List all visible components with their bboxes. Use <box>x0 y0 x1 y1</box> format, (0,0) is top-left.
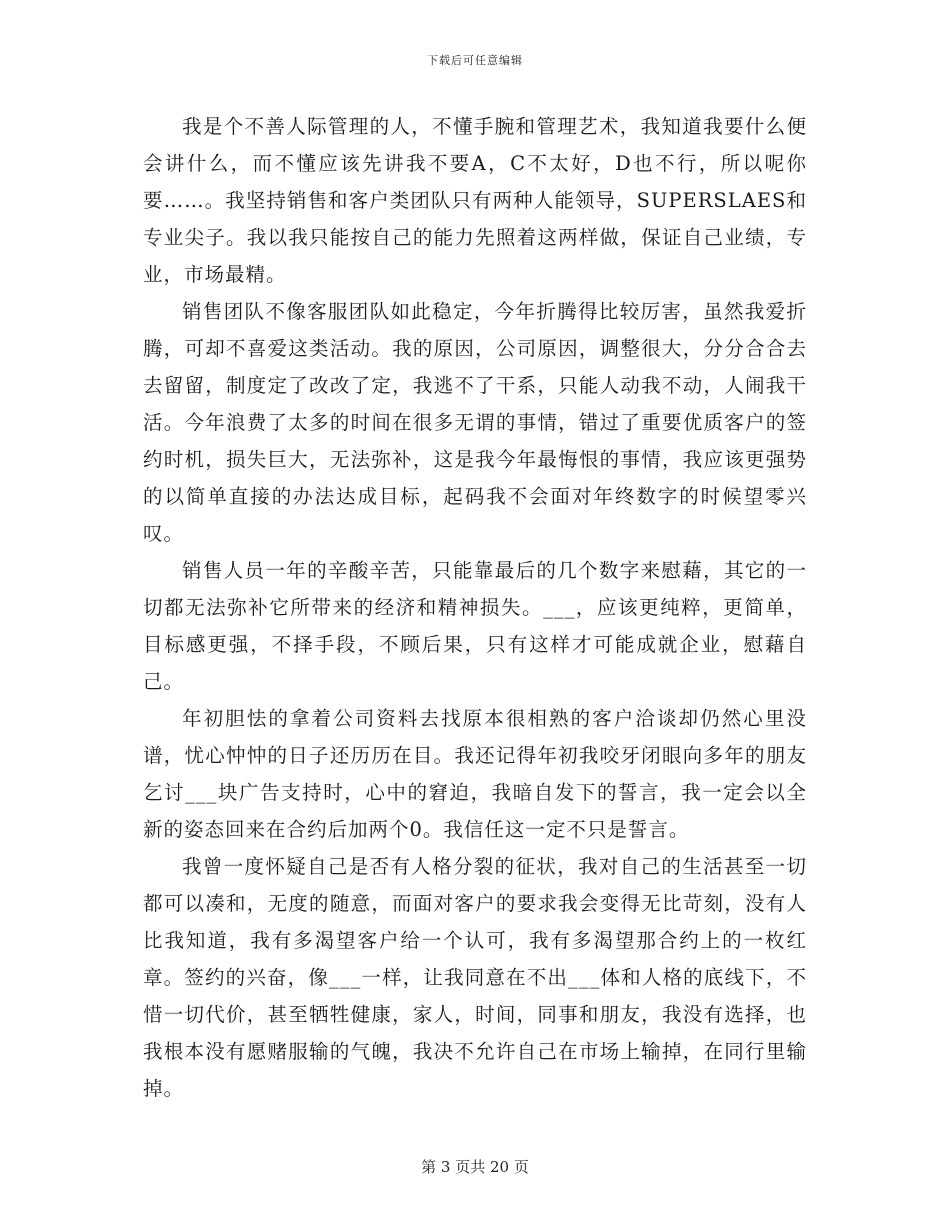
paragraph-4: 年初胆怯的拿着公司资料去找原本很相熟的客户洽谈却仍然心里没谱，忧心忡忡的日子还历历在目。我还记得年初我咬牙闭眼向多年的朋友乞讨___块广告支持时，心中的窘迫，我暗自发下的誓言，我一定会以全新的姿态回来在合约后加两个0。我信任这一定不只是誓言。 <box>143 707 807 841</box>
paragraph-5: 我曾一度怀疑自己是否有人格分裂的征状，我对自己的生活甚至一切都可以凑和，无度的随意，而面对客户的要求我会变得无比苛刻，没有人比我知道，我有多渴望客户给一个认可，我有多渴望那合约上的一枚红章。签约的兴奋，像___一样，让我同意在不出___体和人格的底线下，不惜一切代价，甚至牺牲健康，家人，时间，同事和朋友，我没有选择，也我根本没有愿赌服输的气魄，我决不允许自己在市场上输掉，在同行里输掉。 <box>143 855 807 1100</box>
paragraph-2: 销售团队不像客服团队如此稳定，今年折腾得比较厉害，虽然我爱折腾，可却不喜爱这类活动。我的原因，公司原因，调整很大，分分合合去去留留，制度定了改改了定，我逃不了干系，只能人动我不动，人闹我干活。今年浪费了太多的时间在很多无谓的事情，错过了重要优质客户的签约时机，损失巨大，无法弥补，这是我今年最悔恨的事情，我应该更强势的以简单直接的办法达成目标，起码我不会面对年终数字的时候望零兴叹。 <box>143 300 807 545</box>
paragraph-1: 我是个不善人际管理的人，不懂手腕和管理艺术，我知道我要什么便会讲什么，而不懂应该先讲我不要A，C不太好，D也不行，所以呢你要……。我坚持销售和客户类团队只有两种人能领导，SUPERSLAES和专业尖子。我以我只能按自己的能力先照着这两样做，保证自己业绩，专业，市场最精。 <box>143 115 807 286</box>
page-number-footer: 第 3 页共 20 页 <box>421 1158 529 1176</box>
page-header: 下载后可任意编辑 <box>427 54 523 67</box>
document-body <box>143 108 807 1107</box>
paragraph-3: 销售人员一年的辛酸辛苦，只能靠最后的几个数字来慰藉，其它的一切都无法弥补它所带来的经济和精神损失。___，应该更纯粹，更简单，目标感更强，不择手段，不顾后果，只有这样才可能成就企业，慰藉自己。 <box>143 559 807 693</box>
